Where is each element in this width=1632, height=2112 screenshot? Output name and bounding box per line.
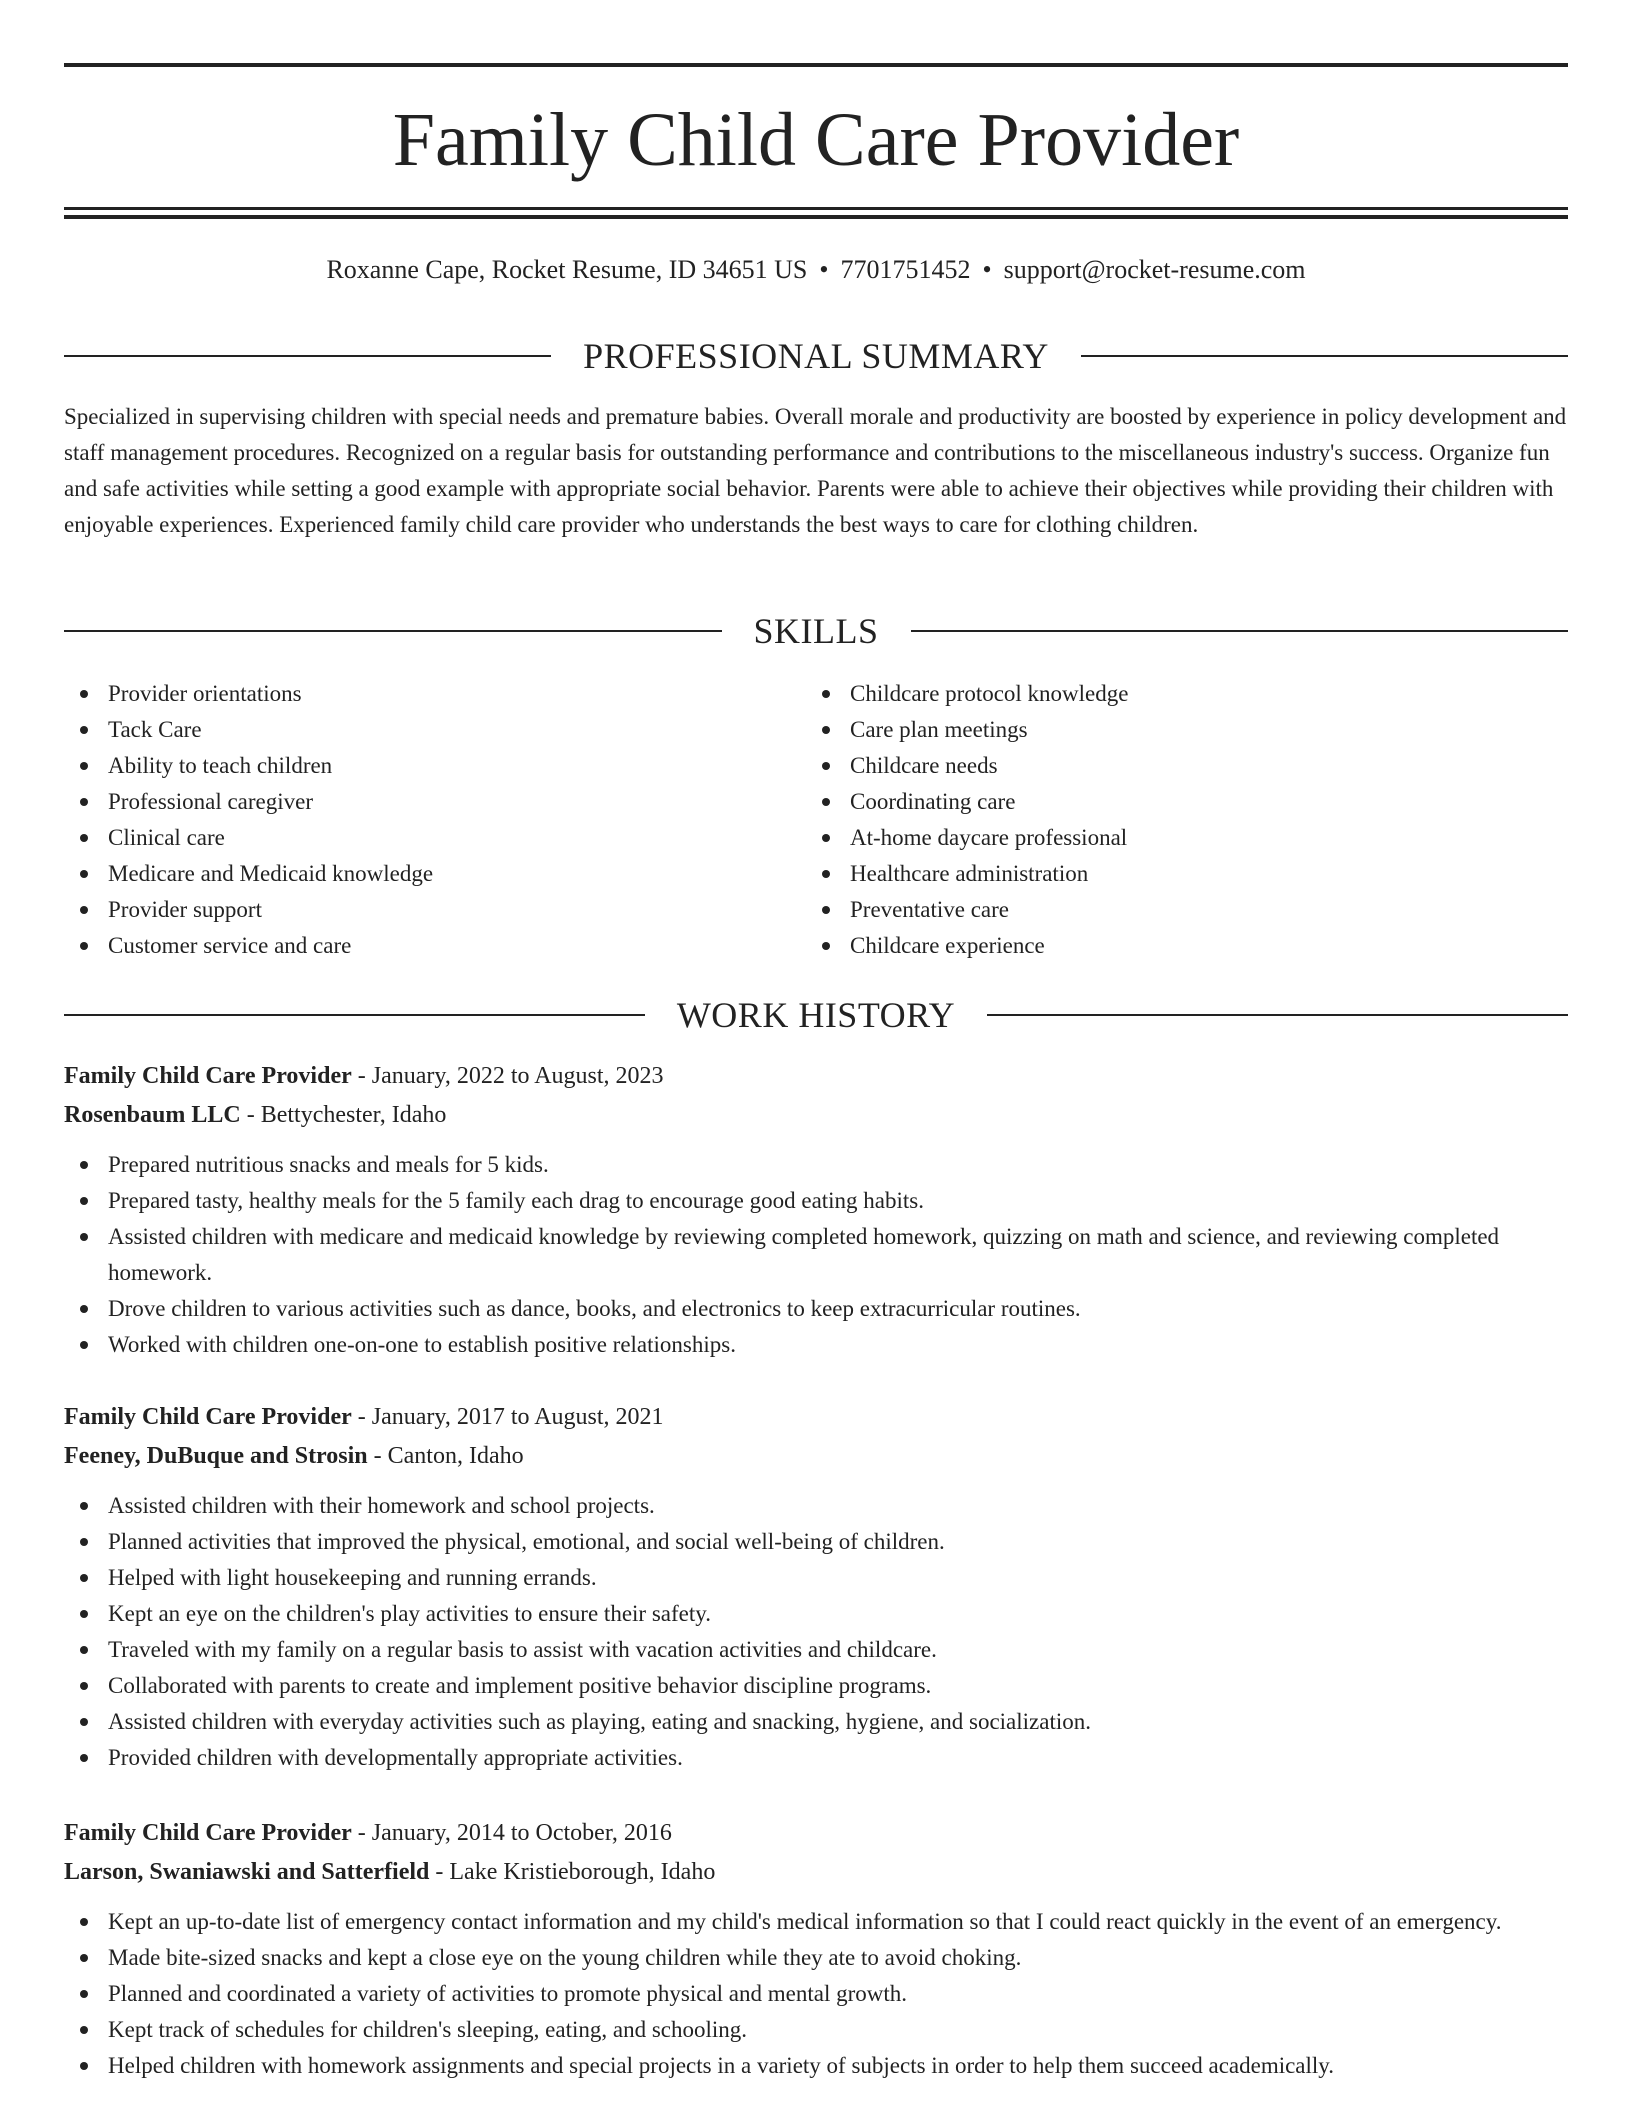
job-entry (64, 1057, 1568, 1363)
contact-separator: • (982, 255, 992, 284)
job-entry (64, 1398, 1568, 1776)
job-bullet (64, 1219, 1568, 1291)
summary-heading-label: PROFESSIONAL SUMMARY (583, 336, 1049, 376)
job-title: Family Child Care Provider (64, 1063, 352, 1089)
list-item-text: Preventative care (850, 897, 1009, 922)
bullet-icon (80, 1502, 88, 1510)
list-item-text: Assisted children with their homework and school projects. (108, 1493, 655, 1518)
job-location: Lake Kristieborough, Idaho (449, 1859, 716, 1885)
job-title: Family Child Care Provider (64, 1820, 352, 1846)
job-title-line: Family Child Care Provider - January, 2022 to August, 2023 (64, 1063, 664, 1089)
job-dates: January, 2014 to October, 2016 (371, 1820, 672, 1846)
job-bullets (64, 1904, 1568, 2084)
list-item-text: Care plan meetings (850, 717, 1028, 742)
bullet-icon (822, 690, 830, 698)
bullet-icon (80, 1954, 88, 1962)
skill-item (64, 712, 806, 748)
work-history-heading-label: WORK HISTORY (676, 995, 956, 1035)
list-item-text: Customer service and care (108, 933, 352, 958)
skill-item (64, 892, 806, 928)
skill-item (64, 748, 806, 784)
header-bottom-rule-upper (64, 207, 1568, 210)
job-bullet (64, 1560, 1568, 1596)
bullet-icon (80, 1646, 88, 1654)
bullet-icon (822, 834, 830, 842)
skill-item (806, 748, 1548, 784)
list-item-text: Kept track of schedules for children's sleeping, eating, and schooling. (108, 2017, 748, 2042)
list-item-text: Collaborated with parents to create and implement positive behavior discipline programs. (108, 1673, 932, 1698)
job-bullets (64, 1488, 1568, 1776)
bullet-icon (80, 1305, 88, 1313)
contact-phone: 7701751452 (840, 255, 971, 284)
contact-line (64, 252, 1568, 288)
list-item-text: Traveled with my family on a regular basis to assist with vacation activities and childcare. (108, 1637, 937, 1662)
list-item-text: Helped children with homework assignments and special projects in a variety of subjects in order to help them succeed academically. (108, 2053, 1335, 2078)
list-item-text: Childcare protocol knowledge (850, 681, 1129, 706)
list-item-text: Assisted children with medicare and medicaid knowledge by reviewing completed homework, quizzing on math and science, and reviewing completed homework. (108, 1224, 1500, 1285)
list-item-text: Childcare experience (850, 933, 1045, 958)
job-bullet (64, 1940, 1568, 1976)
job-company-line: Rosenbaum LLC - Bettychester, Idaho (64, 1102, 447, 1128)
skill-item (64, 820, 806, 856)
bullet-icon (80, 1233, 88, 1241)
list-item-text: Medicare and Medicaid knowledge (108, 861, 434, 886)
list-item-text: Provider orientations (108, 681, 302, 706)
skills-list (64, 676, 1568, 964)
list-item-text: Kept an eye on the children's play activities to ensure their safety. (108, 1601, 711, 1626)
contact-address: Roxanne Cape, Rocket Resume, ID 34651 US (326, 255, 808, 284)
list-item-text: Prepared tasty, healthy meals for the 5 family each drag to encourage good eating habits. (108, 1188, 924, 1213)
bullet-icon (80, 1574, 88, 1582)
job-company: Rosenbaum LLC (64, 1102, 241, 1128)
list-item-text: Planned activities that improved the physical, emotional, and social well-being of children. (108, 1529, 945, 1554)
skills-column-right (806, 676, 1548, 964)
list-item-text: At-home daycare professional (850, 825, 1128, 850)
bullet-icon (822, 798, 830, 806)
job-bullet (64, 1147, 1568, 1183)
skills-heading-label: SKILLS (753, 611, 879, 651)
job-title-line: Family Child Care Provider - January, 2014 to October, 2016 (64, 1820, 672, 1846)
list-item-text: Made bite-sized snacks and kept a close eye on the young children while they ate to avoid choking. (108, 1945, 1022, 1970)
list-item-text: Healthcare administration (850, 861, 1089, 886)
job-company-line: Larson, Swaniawski and Satterfield - Lake Kristieborough, Idaho (64, 1859, 716, 1885)
bullet-icon (80, 870, 88, 878)
job-dates: January, 2017 to August, 2021 (371, 1404, 664, 1430)
list-item-text: Prepared nutritious snacks and meals for 5 kids. (108, 1152, 549, 1177)
skill-item (64, 856, 806, 892)
contact-email: support@rocket-resume.com (1003, 255, 1306, 284)
heading-rule-left (64, 355, 551, 357)
job-bullet (64, 1704, 1568, 1740)
job-bullets (64, 1147, 1568, 1363)
job-company: Larson, Swaniawski and Satterfield (64, 1859, 430, 1885)
skill-item (806, 928, 1548, 964)
skills-heading (64, 609, 1568, 653)
job-title: Family Child Care Provider (64, 1404, 352, 1430)
bullet-icon (822, 762, 830, 770)
job-bullet (64, 1976, 1568, 2012)
job-bullet (64, 1183, 1568, 1219)
list-item-text: Professional caregiver (108, 789, 314, 814)
bullet-icon (80, 942, 88, 950)
list-item-text: Tack Care (108, 717, 202, 742)
job-bullet (64, 2012, 1568, 2048)
bullet-icon (80, 1197, 88, 1205)
bullet-icon (80, 690, 88, 698)
list-item-text: Kept an up-to-date list of emergency contact information and my child's medical information so that I could react quickly in the event of an emergency. (108, 1909, 1502, 1934)
job-dates: January, 2022 to August, 2023 (371, 1063, 664, 1089)
list-item-text: Assisted children with everyday activities such as playing, eating and snacking, hygiene, and socialization. (108, 1709, 1091, 1734)
heading-rule-right (987, 1014, 1568, 1016)
list-item-text: Childcare needs (850, 753, 998, 778)
heading-rule-left (64, 1014, 645, 1016)
skill-item (806, 784, 1548, 820)
summary-heading (64, 334, 1568, 378)
job-bullet (64, 1904, 1568, 1940)
skills-column-left (64, 676, 806, 964)
resume-title: Family Child Care Provider (392, 98, 1240, 182)
bullet-icon (80, 1161, 88, 1169)
job-bullet (64, 1488, 1568, 1524)
bullet-icon (80, 1990, 88, 1998)
list-item-text: Ability to teach children (108, 753, 333, 778)
job-bullet (64, 2048, 1568, 2084)
bullet-icon (80, 2062, 88, 2070)
skill-item (806, 892, 1548, 928)
list-item-text: Planned and coordinated a variety of activities to promote physical and mental growth. (108, 1981, 908, 2006)
bullet-icon (822, 870, 830, 878)
bullet-icon (80, 1538, 88, 1546)
bullet-icon (80, 726, 88, 734)
bullet-icon (80, 1718, 88, 1726)
skill-item (64, 784, 806, 820)
list-item-text: Provided children with developmentally appropriate activities. (108, 1745, 683, 1770)
job-bullet (64, 1291, 1568, 1327)
bullet-icon (80, 798, 88, 806)
heading-rule-right (1081, 355, 1568, 357)
bullet-icon (80, 1754, 88, 1762)
job-entry (64, 1814, 1568, 2084)
job-bullet (64, 1740, 1568, 1776)
list-item-text: Clinical care (108, 825, 225, 850)
list-item-text: Helped with light housekeeping and running errands. (108, 1565, 597, 1590)
bullet-icon (80, 762, 88, 770)
list-item-text: Provider support (108, 897, 262, 922)
job-company: Feeney, DuBuque and Strosin (64, 1443, 368, 1469)
list-item-text: Worked with children one-on-one to establish positive relationships. (108, 1332, 736, 1357)
bullet-icon (80, 1682, 88, 1690)
work-history-heading (64, 993, 1568, 1037)
bullet-icon (80, 1341, 88, 1349)
job-title-line: Family Child Care Provider - January, 2017 to August, 2021 (64, 1404, 664, 1430)
skill-item (64, 676, 806, 712)
heading-rule-left (64, 630, 722, 632)
list-item-text: Coordinating care (850, 789, 1016, 814)
bullet-icon (822, 726, 830, 734)
job-bullet (64, 1596, 1568, 1632)
job-location: Canton, Idaho (387, 1443, 524, 1469)
job-location: Bettychester, Idaho (260, 1102, 447, 1128)
bullet-icon (822, 942, 830, 950)
bullet-icon (80, 1918, 88, 1926)
job-bullet (64, 1327, 1568, 1363)
skill-item (806, 676, 1548, 712)
bullet-icon (80, 906, 88, 914)
bullet-icon (80, 2026, 88, 2034)
header-top-rule (64, 63, 1568, 67)
bullet-icon (822, 906, 830, 914)
bullet-icon (80, 834, 88, 842)
list-item-text: Drove children to various activities such as dance, books, and electronics to keep extracurricular routines. (108, 1296, 1081, 1321)
skill-item (806, 712, 1548, 748)
summary-text: Specialized in supervising children with special needs and premature babies. Overall morale and productivity are boosted by experience in policy development and staff management procedures. Recognized on a regular basis for outstanding performance and contributions to the miscellaneous industry's success. Organize fun and safe activities while setting a good example with appropriate social behavior. Parents were able to achieve their objectives while providing their children with enjoyable experiences. Experienced family child care provider who understands the best ways to care for clothing children. (64, 404, 1567, 537)
job-bullet (64, 1524, 1568, 1560)
heading-rule-right (911, 630, 1569, 632)
skill-item (806, 856, 1548, 892)
contact-separator: • (819, 255, 829, 284)
skill-item (806, 820, 1548, 856)
bullet-icon (80, 1610, 88, 1618)
header-bottom-rule-lower (64, 215, 1568, 219)
job-bullet (64, 1632, 1568, 1668)
job-bullet (64, 1668, 1568, 1704)
job-company-line: Feeney, DuBuque and Strosin - Canton, Idaho (64, 1443, 524, 1469)
skill-item (64, 928, 806, 964)
